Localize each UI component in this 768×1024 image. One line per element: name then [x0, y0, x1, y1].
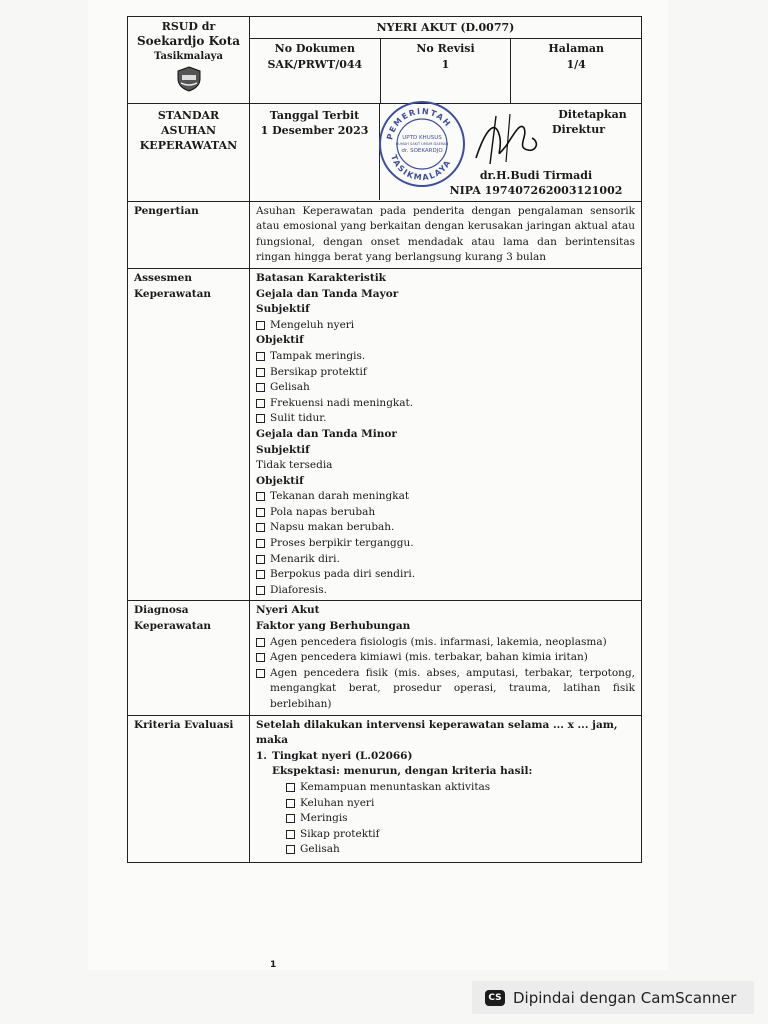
- hospital-name-line3: Tasikmalaya: [154, 51, 223, 62]
- set-label: Ditetapkan: [558, 107, 627, 121]
- checkbox-icon[interactable]: [286, 830, 295, 839]
- doc-number-value: SAK/PRWT/044: [267, 57, 363, 71]
- evaluation-row: [128, 715, 642, 862]
- evaluation-intro: Setelah dilakukan intervensi keperawatan selama ... x ... jam, maka: [256, 718, 618, 747]
- header-row: [128, 17, 642, 104]
- evaluation-item-number: 1.: [256, 749, 267, 762]
- revision-value: 1: [441, 57, 450, 71]
- standard-line1: STANDAR: [157, 108, 220, 122]
- hospital-name-line2: Soekardjo Kota: [136, 34, 241, 48]
- checkbox-icon[interactable]: [286, 799, 295, 808]
- major-title: Gejala dan Tanda Mayor: [256, 287, 399, 300]
- assessment-content: [250, 268, 642, 600]
- hospital-name-line1: RSUD dr: [161, 20, 216, 33]
- major-subjective-label: Subjektif: [256, 303, 310, 316]
- list-item: Meringis: [286, 811, 635, 827]
- city-emblem-icon: [176, 66, 202, 92]
- page-number: 1: [270, 960, 277, 970]
- diagnosis-label-line2: Keperawatan: [134, 620, 212, 633]
- list-item: Berpokus pada diri sendiri.: [256, 567, 635, 583]
- diagnosis-content: [250, 601, 642, 715]
- checkbox-icon[interactable]: [256, 539, 265, 548]
- checkbox-icon[interactable]: [256, 414, 265, 423]
- list-item: Agen pencedera fisiologis (mis. infarmasi, lakemia, neoplasma): [256, 635, 635, 651]
- assessment-label-line2: Keperawatan: [134, 287, 212, 300]
- list-item: Diaforesis.: [256, 583, 635, 599]
- revision-block: [380, 39, 511, 103]
- major-subjective-list: [256, 318, 635, 334]
- diagnosis-label-line1: Diagnosa: [134, 604, 189, 617]
- list-item: Gelisah: [286, 842, 635, 858]
- issue-date-value: 1 Desember 2023: [260, 123, 369, 137]
- nursing-care-standard-table: [127, 16, 642, 863]
- diagnosis-row: [128, 601, 642, 715]
- checkbox-icon[interactable]: [256, 368, 265, 377]
- checkbox-icon[interactable]: [256, 523, 265, 532]
- list-item: Napsu makan berubah.: [256, 520, 635, 536]
- batasan-title: Batasan Karakteristik: [256, 271, 386, 284]
- checkbox-icon[interactable]: [256, 586, 265, 595]
- list-item: Pola napas berubah: [256, 505, 635, 521]
- stamp-bottom-text: TASIKMALAYA: [388, 153, 453, 182]
- standard-line3: KEPERAWATAN: [139, 138, 238, 152]
- director-name-block: [446, 168, 626, 198]
- checkbox-icon[interactable]: [256, 653, 265, 662]
- stamp-mid-line2: RUMAH SAKIT UMUM DAERAH: [395, 141, 449, 146]
- header-row-2: [128, 103, 642, 201]
- director-label: Direktur: [551, 122, 605, 136]
- checkbox-icon[interactable]: [256, 352, 265, 361]
- checkbox-icon[interactable]: [286, 783, 295, 792]
- list-item: Agen pencedera fisik (mis. abses, amputasi, terbakar, terpotong, mengangkat berat, prosedur operasi, trauma, latihan fisik berlebihan): [256, 666, 635, 713]
- camscanner-text: Dipindai dengan CamScanner: [513, 988, 737, 1007]
- checkbox-icon[interactable]: [256, 492, 265, 501]
- related-factors-title: Faktor yang Berhubungan: [256, 620, 411, 633]
- checkbox-icon[interactable]: [256, 638, 265, 647]
- list-item: Sulit tidur.: [256, 411, 635, 427]
- document-title: NYERI AKUT (D.0077): [250, 17, 641, 39]
- list-item: Sikap protektif: [286, 827, 635, 843]
- checkbox-icon[interactable]: [256, 321, 265, 330]
- stamp-top-text: PEMERINTAH: [385, 106, 453, 141]
- evaluation-criteria-list: [256, 780, 635, 858]
- related-factors-list: [256, 635, 635, 713]
- list-item: Keluhan nyeri: [286, 796, 635, 812]
- list-item: Tekanan darah meningkat: [256, 489, 635, 505]
- list-item: Tampak meringis.: [256, 349, 635, 365]
- diagnosis-title: Nyeri Akut: [256, 604, 320, 617]
- minor-subjective-label: Subjektif: [256, 443, 310, 456]
- definition-row: [128, 201, 642, 268]
- checkbox-icon[interactable]: [256, 669, 265, 678]
- definition-label: Pengertian: [128, 201, 250, 268]
- director-name: dr.H.Budi Tirmadi: [479, 168, 593, 182]
- doc-number-block: [250, 39, 380, 103]
- evaluation-item-title: Tingkat nyeri (L.02066): [272, 749, 413, 762]
- list-item: Gelisah: [256, 380, 635, 396]
- minor-subjective-text: Tidak tersedia: [256, 459, 333, 472]
- doc-number-label: No Dokumen: [274, 41, 356, 55]
- stamp-mid-line1: UPTD KHUSUS: [402, 134, 442, 141]
- minor-objective-label: Objektif: [256, 474, 304, 487]
- list-item: Proses berpikir terganggu.: [256, 536, 635, 552]
- list-item: Frekuensi nadi meningkat.: [256, 396, 635, 412]
- director-block: [552, 104, 633, 137]
- definition-text: Asuhan Keperawatan pada penderita dengan pengalaman sensorik atau emosional yang berkaitan dengan kerusakan jaringan aktual atau fungsional, dengan onset mendadak atau lama dan berintensitas ringan hingga berat yang berlangsung kurang 3 bulan: [250, 201, 642, 268]
- approval-cell: [250, 103, 642, 201]
- director-signature-icon: [466, 108, 546, 168]
- checkbox-icon[interactable]: [256, 555, 265, 564]
- checkbox-icon[interactable]: [286, 845, 295, 854]
- checkbox-icon[interactable]: [286, 814, 295, 823]
- checkbox-icon[interactable]: [256, 399, 265, 408]
- minor-objective-list: [256, 489, 635, 598]
- document-info-cell: [250, 17, 642, 104]
- director-nipa: NIPA 197407262003121002: [449, 183, 623, 197]
- issue-date-label: Tanggal Terbit: [269, 108, 360, 122]
- evaluation-expectation: Ekspektasi: menurun, dengan kriteria hasil:: [272, 765, 533, 778]
- issue-date-block: [250, 104, 380, 200]
- checkbox-icon[interactable]: [256, 383, 265, 392]
- evaluation-label: Kriteria Evaluasi: [128, 715, 250, 862]
- list-item: Menarik diri.: [256, 552, 635, 568]
- list-item: Mengeluh nyeri: [256, 318, 635, 334]
- checkbox-icon[interactable]: [256, 570, 265, 579]
- camscanner-icon: CS: [485, 990, 505, 1006]
- diagnosis-label: [128, 601, 250, 715]
- standard-cell: [128, 103, 250, 201]
- camscanner-badge: [472, 981, 754, 1014]
- assessment-row: [128, 268, 642, 600]
- revision-label: No Revisi: [416, 41, 475, 55]
- list-item: Kemampuan menuntaskan aktivitas: [286, 780, 635, 796]
- hospital-cell: [128, 17, 250, 104]
- major-objective-list: [256, 349, 635, 427]
- document-meta: [250, 39, 641, 103]
- standard-line2: ASUHAN: [160, 123, 217, 137]
- page-value: 1/4: [566, 57, 586, 71]
- page-block: [510, 39, 641, 103]
- assessment-label: [128, 268, 250, 600]
- stamp-mid-line3: dr. SOEKARDJO: [401, 147, 443, 154]
- page-label: Halaman: [548, 41, 604, 55]
- assessment-label-line1: Assesmen: [134, 271, 192, 284]
- evaluation-content: [250, 715, 642, 862]
- list-item: Bersikap protektif: [256, 365, 635, 381]
- checkbox-icon[interactable]: [256, 508, 265, 517]
- evaluation-item: [256, 749, 635, 765]
- minor-title: Gejala dan Tanda Minor: [256, 427, 397, 440]
- major-objective-label: Objektif: [256, 334, 304, 347]
- list-item: Agen pencedera kimiawi (mis. terbakar, bahan kimia iritan): [256, 650, 635, 666]
